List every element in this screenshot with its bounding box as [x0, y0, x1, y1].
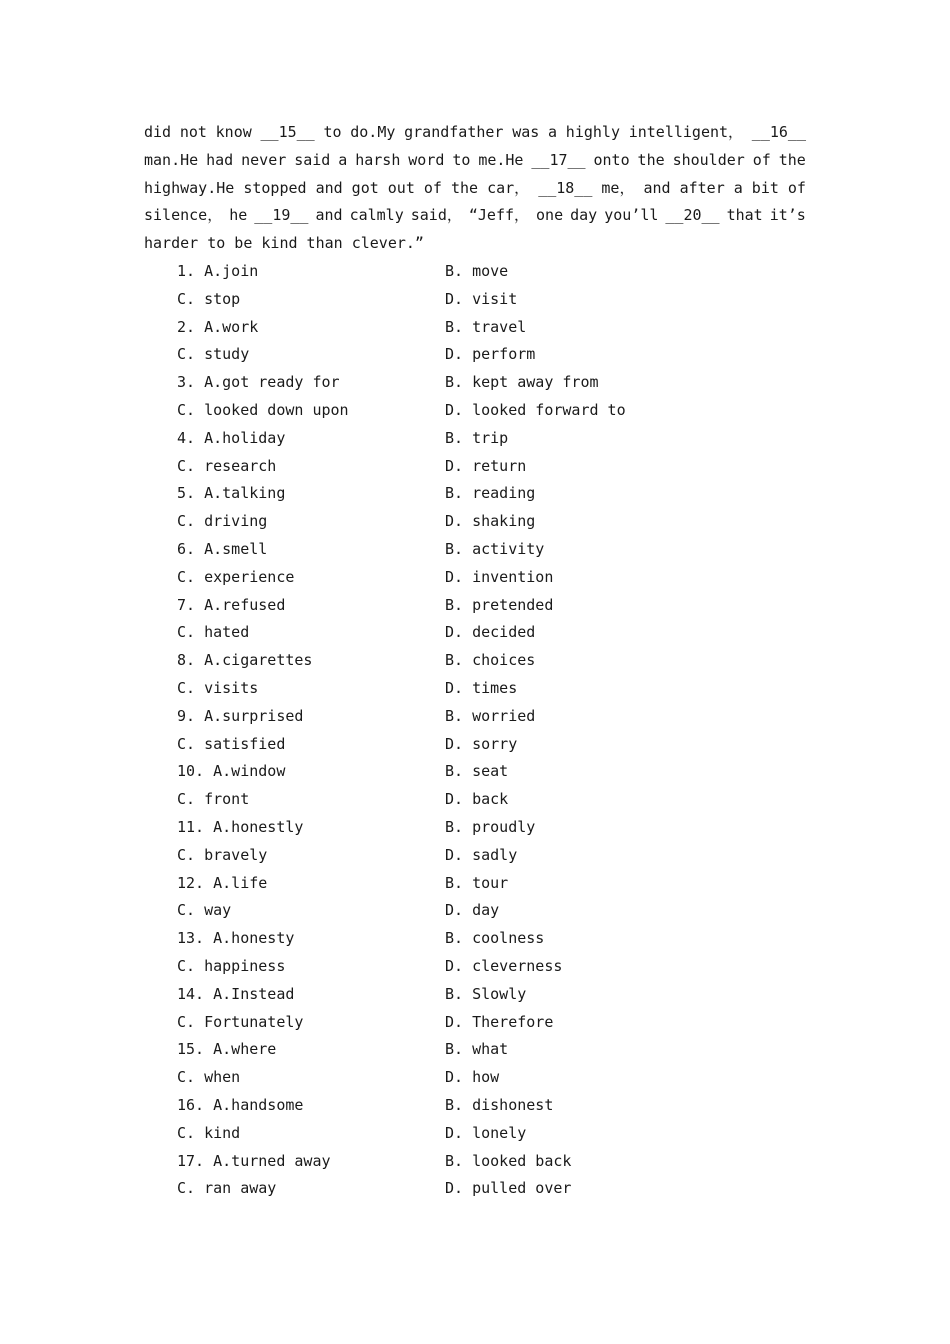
option-row [0, 703, 950, 731]
option-c: C. ran away [177, 1179, 277, 1198]
option-b: B. worried [445, 706, 536, 725]
option-b: B. what [445, 1040, 509, 1059]
option-c: C. research [177, 456, 277, 475]
option-row [0, 1175, 950, 1203]
option-row [0, 925, 950, 953]
option-b: B. reading [445, 484, 536, 503]
option-row [0, 1009, 950, 1037]
passage-word: you’ll [604, 206, 659, 225]
option-row [0, 675, 950, 703]
passage-word: onto [593, 150, 630, 169]
passage-word: one [536, 206, 564, 225]
option-row [0, 286, 950, 314]
option-a: 4. A.holiday [177, 428, 286, 447]
passage-line: harder to be kind than clever.” [144, 234, 424, 253]
option-a: 16. A.handsome [177, 1095, 304, 1114]
passage-word: __19__ [254, 206, 309, 225]
passage-word: day [570, 206, 598, 225]
option-row [0, 1064, 950, 1092]
option-d: D. lonely [445, 1123, 527, 1142]
option-b: B. choices [445, 651, 536, 670]
option-b: B. pretended [445, 595, 554, 614]
option-a: 7. A.refused [177, 595, 286, 614]
option-d: D. pulled over [445, 1179, 572, 1198]
passage-word: intelligent， [628, 123, 744, 141]
option-row [0, 842, 950, 870]
passage-word: had [206, 150, 234, 169]
option-row [0, 258, 950, 286]
option-row [0, 480, 950, 508]
passage-word: he [229, 206, 248, 225]
option-c: C. when [177, 1068, 241, 1087]
passage-word: never [241, 150, 287, 169]
passage-word: __18__ [538, 178, 593, 197]
option-d: D. Therefore [445, 1012, 554, 1031]
option-row [0, 369, 950, 397]
passage-word: was [512, 123, 540, 141]
option-row [0, 397, 950, 425]
passage-word: highly [565, 123, 620, 141]
passage-word: out [387, 178, 415, 197]
option-d: D. day [445, 901, 500, 920]
passage-word: calmly [349, 206, 404, 225]
passage-word: “Jeff， [468, 206, 530, 225]
passage-word: that [726, 206, 763, 225]
passage-line [144, 175, 806, 203]
passage-word: of [752, 150, 771, 169]
option-row [0, 870, 950, 898]
option-row [0, 786, 950, 814]
option-row [0, 1120, 950, 1148]
option-b: B. tour [445, 873, 509, 892]
passage-word: the [637, 150, 665, 169]
passage-word: do.My [350, 123, 396, 141]
option-c: C. experience [177, 567, 295, 586]
option-d: D. return [445, 456, 527, 475]
option-c: C. driving [177, 512, 268, 531]
passage-word: said [294, 150, 331, 169]
option-a: 5. A.talking [177, 484, 286, 503]
passage-word: a [548, 123, 558, 141]
option-row [0, 758, 950, 786]
passage-word: after [679, 178, 725, 197]
passage-word: me.He [478, 150, 524, 169]
option-d: D. shaking [445, 512, 536, 531]
passage-word: of [423, 178, 442, 197]
passage-line [144, 147, 806, 175]
option-row [0, 619, 950, 647]
option-c: C. Fortunately [177, 1012, 304, 1031]
passage-word: a [338, 150, 348, 169]
option-d: D. cleverness [445, 956, 563, 975]
passage-word: and [315, 206, 343, 225]
passage-word: man.He [144, 150, 199, 169]
option-row [0, 453, 950, 481]
passage-word: a [733, 178, 743, 197]
option-a: 9. A.surprised [177, 706, 304, 725]
option-row [0, 1092, 950, 1120]
option-b: B. trip [445, 428, 509, 447]
passage-word: of [787, 178, 806, 197]
passage-word: said， [410, 206, 462, 225]
passage-word: harsh [355, 150, 401, 169]
option-row [0, 564, 950, 592]
option-c: C. front [177, 790, 250, 809]
passage-word: did [144, 123, 172, 141]
passage-word: grandfather [404, 123, 504, 141]
option-a: 13. A.honesty [177, 929, 295, 948]
passage-word: it’s [769, 206, 806, 225]
passage-word: highway.He [144, 178, 235, 197]
option-a: 11. A.honestly [177, 817, 304, 836]
option-a: 14. A.Instead [177, 984, 295, 1003]
option-d: D. visit [445, 289, 518, 308]
option-row [0, 647, 950, 675]
option-c: C. study [177, 345, 250, 364]
passage-word: the [450, 178, 479, 197]
passage-word: not [179, 123, 207, 141]
passage-word: to [323, 123, 342, 141]
passage-word: and [315, 178, 343, 197]
option-d: D. decided [445, 623, 536, 642]
option-d: D. how [445, 1068, 500, 1087]
passage-word: __15__ [260, 123, 315, 141]
option-a: 15. A.where [177, 1040, 277, 1059]
option-b: B. move [445, 262, 509, 280]
passage-word: to [452, 150, 471, 169]
passage-word: word [408, 150, 445, 169]
option-a: 10. A.window [177, 762, 286, 781]
passage-word: car， [487, 178, 530, 197]
option-b: B. travel [445, 317, 527, 336]
option-b: B. kept away from [445, 373, 599, 392]
option-c: C. stop [177, 289, 241, 308]
option-row [0, 814, 950, 842]
passage-word: and [643, 178, 671, 197]
option-c: C. visits [177, 678, 259, 697]
passage-word: __17__ [531, 150, 586, 169]
passage-line [144, 119, 806, 147]
passage-word: stopped [243, 178, 307, 197]
option-row [0, 1036, 950, 1064]
option-d: D. times [445, 678, 518, 697]
passage-word: __16__ [751, 123, 806, 141]
option-a: 8. A.cigarettes [177, 651, 313, 670]
option-a: 12. A.life [177, 873, 268, 892]
passage-word: me， [601, 178, 635, 197]
option-c: C. kind [177, 1123, 241, 1142]
option-row [0, 592, 950, 620]
option-b: B. proudly [445, 817, 536, 836]
option-row [0, 953, 950, 981]
passage-word: bit [751, 178, 779, 197]
option-b: B. activity [445, 539, 545, 558]
passage-line [144, 202, 806, 230]
option-b: B. seat [445, 762, 509, 781]
option-d: D. invention [445, 567, 554, 586]
option-b: B. Slowly [445, 984, 527, 1003]
passage-word: the [778, 150, 806, 169]
passage-word: got [351, 178, 379, 197]
option-row [0, 508, 950, 536]
option-d: D. back [445, 790, 509, 809]
option-b: B. dishonest [445, 1095, 554, 1114]
option-a: 2. A.work [177, 317, 259, 336]
option-d: D. looked forward to [445, 400, 626, 419]
option-row [0, 1148, 950, 1176]
option-a: 6. A.smell [177, 539, 268, 558]
option-d: D. sorry [445, 734, 518, 753]
option-c: C. looked down upon [177, 400, 349, 419]
option-c: C. happiness [177, 956, 286, 975]
option-a: 17. A.turned away [177, 1151, 331, 1170]
option-c: C. way [177, 901, 232, 920]
option-row [0, 897, 950, 925]
option-row [0, 536, 950, 564]
passage-word: know [215, 123, 252, 141]
option-row [0, 341, 950, 369]
passage-word: __20__ [665, 206, 720, 225]
passage-word: shoulder [672, 150, 745, 169]
option-b: B. coolness [445, 929, 545, 948]
passage-text [144, 119, 806, 258]
option-row [0, 731, 950, 759]
option-d: D. sadly [445, 845, 518, 864]
answer-options [0, 258, 950, 1203]
option-row [0, 425, 950, 453]
option-d: D. perform [445, 345, 536, 364]
option-c: C. hated [177, 623, 250, 642]
option-b: B. looked back [445, 1151, 572, 1170]
option-a: 3. A.got ready for [177, 373, 340, 392]
option-c: C. satisfied [177, 734, 286, 753]
option-row [0, 981, 950, 1009]
option-row [0, 314, 950, 342]
option-a: 1. A.join [177, 262, 259, 280]
passage-word: silence， [144, 206, 223, 225]
option-c: C. bravely [177, 845, 268, 864]
